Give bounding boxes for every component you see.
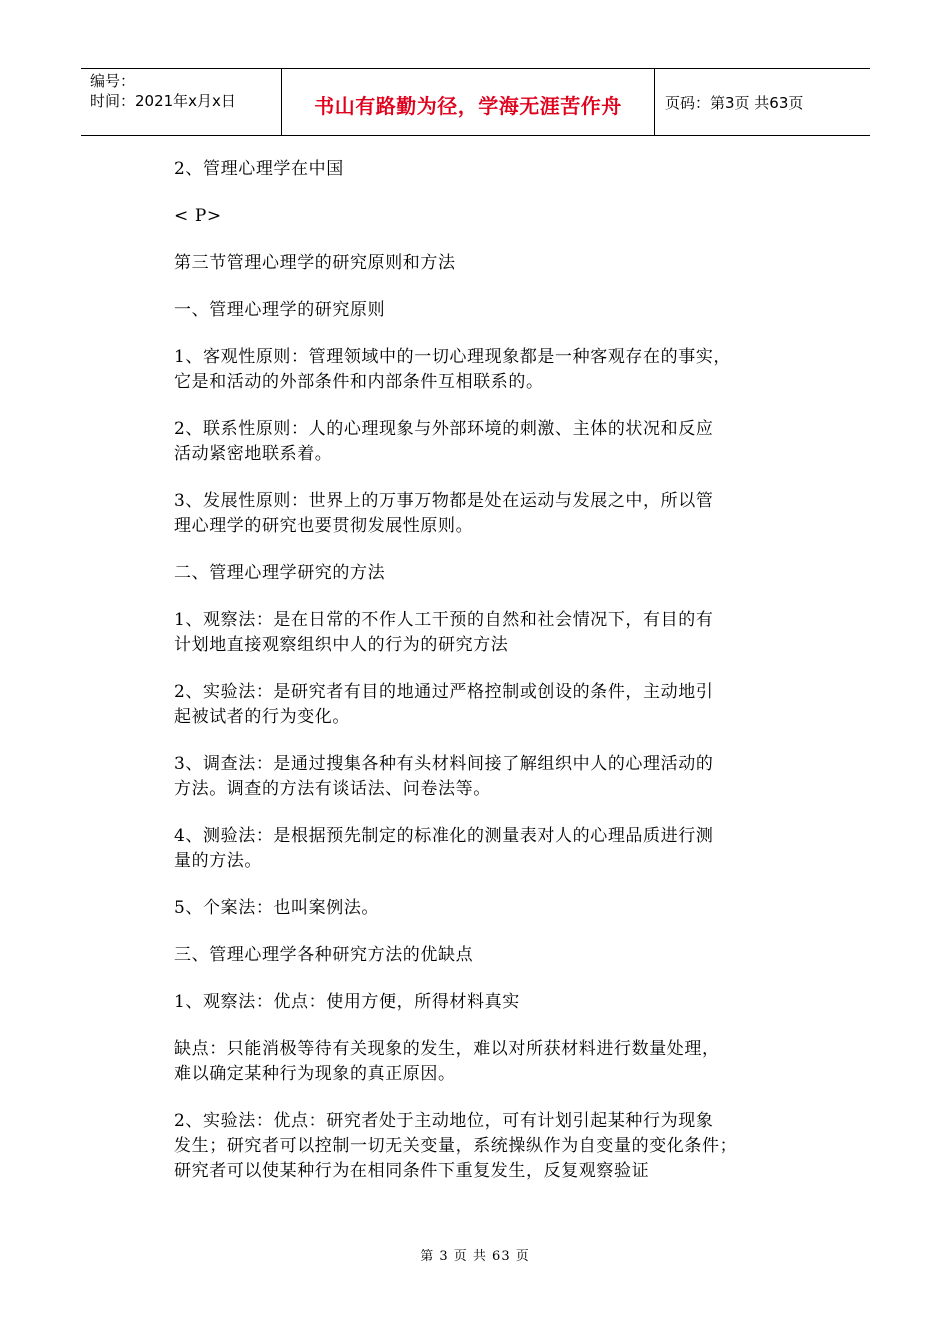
paragraph: 3、调查法：是通过搜集各种有头材料间接了解组织中人的心理活动的 方法。调查的方法有谈话法、问卷法等。 [174,754,714,799]
paragraph: < P> [174,206,222,226]
subsection-heading: 一、管理心理学的研究原则 [174,300,386,320]
paragraph: 1、客观性原则：管理领域中的一切心理现象都是一种客观存在的事实， 它是和活动的外部条件和内部条件互相联系的。 [174,347,732,392]
header-meta-cell [81,69,282,135]
paragraph: 5、个案法：也叫案例法。 [174,898,380,918]
paragraph: 2、实验法：是研究者有目的地通过严格控制或创设的条件，主动地引 起被试者的行为变化。 [174,682,714,727]
section-heading: 第三节管理心理学的研究原则和方法 [174,253,456,273]
paragraph: 1、观察法：优点：使用方便，所得材料真实 [174,992,520,1012]
subsection-heading: 二、管理心理学研究的方法 [174,563,386,583]
paragraph: 2、联系性原则：人的心理现象与外部环境的刺激、主体的状况和反应 活动紧密地联系着。 [174,419,714,464]
document-time-label: 时间：2021年x月x日 [90,92,236,110]
paragraph: 3、发展性原则：世界上的万事万物都是处在运动与发展之中，所以管 理心理学的研究也要贯彻发展性原则。 [174,491,714,536]
paragraph: 缺点：只能消极等待有关现象的发生，难以对所获材料进行数量处理， 难以确定某种行为现象的真正原因。 [174,1039,720,1084]
paragraph: 2、管理心理学在中国 [174,159,344,179]
paragraph: 2、实验法：优点：研究者处于主动地位，可有计划引起某种行为现象 发生；研究者可以控制一切无关变量，系统操纵作为自变量的变化条件； 研究者可以使某种行为在相同条件下重复发生，反复观察验证 [174,1111,738,1181]
document-body [174,157,784,1206]
header-page-info: 页码：第3页 共63页 [665,93,804,112]
page-footer: 第 3 页 共 63 页 [420,1249,530,1264]
header-motto: 书山有路勤为径，学海无涯苦作舟 [282,69,655,135]
document-number-label: 编号： [90,72,136,90]
paragraph: 4、测验法：是根据预先制定的标准化的测量表对人的心理品质进行测 量的方法。 [174,826,714,871]
document-header [81,68,870,136]
paragraph: 1、观察法：是在日常的不作人工干预的自然和社会情况下，有目的有 计划地直接观察组织中人的行为的研究方法 [174,610,714,655]
subsection-heading: 三、管理心理学各种研究方法的优缺点 [174,945,474,965]
